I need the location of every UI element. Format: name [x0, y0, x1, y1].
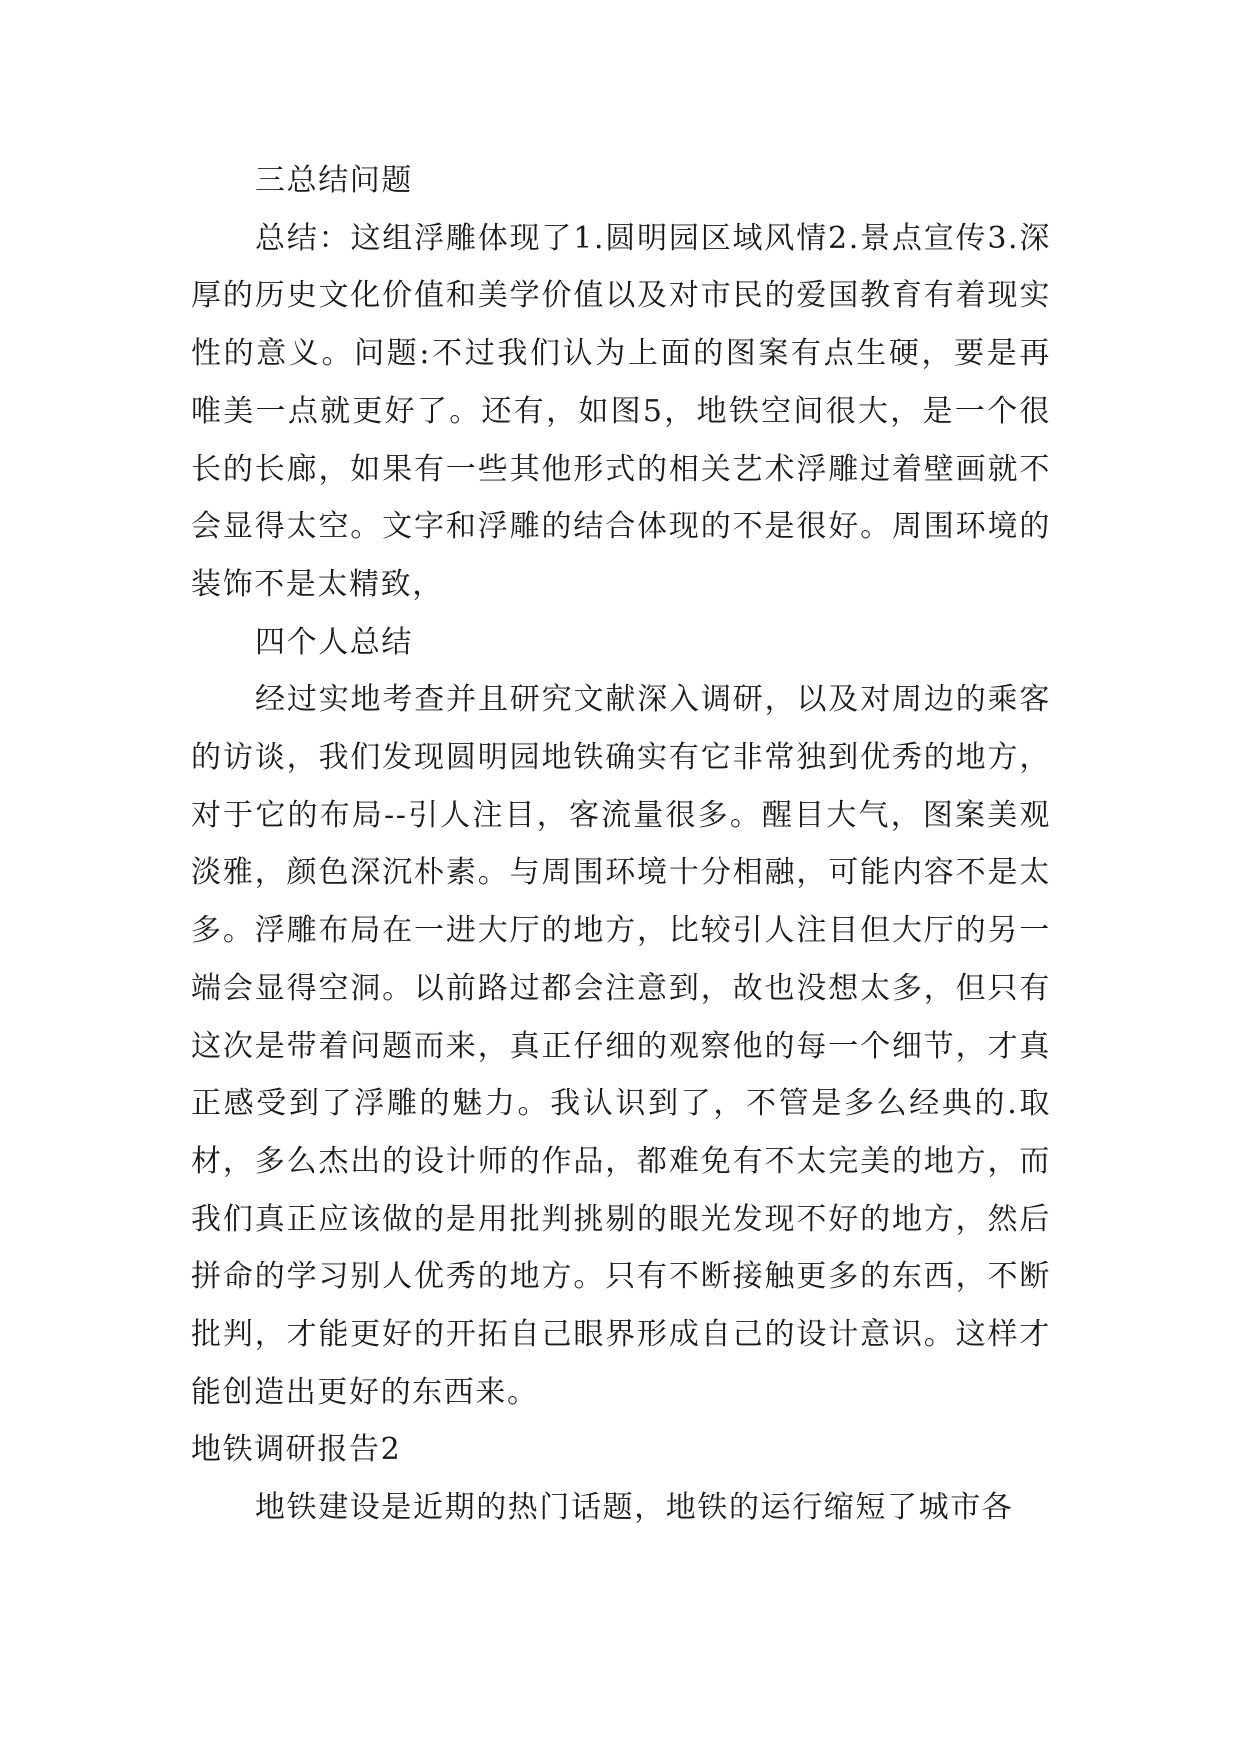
report-2-title: 地铁调研报告2 [191, 1432, 402, 1468]
summary-paragraph: 总结：这组浮雕体现了1.圆明园区域风情2.景点宣传3.深厚的历史文化价值和美学价值以及对市民的爱国教育有着现实性的意义。问题:不过我们认为上面的图案有点生硬，要是再唯美一点就更好了。还有，如图5，地铁空间很大，是一个很长的长廊，如果有一些其他形式的相关艺术浮雕过着壁画就不会显得太空。文字和浮雕的结合体现的不是很好。周围环境的装饰不是太精致， [191, 220, 1051, 602]
document-body [191, 152, 1051, 1537]
personal-summary-paragraph: 经过实地考查并且研究文献深入调研，以及对周边的乘客的访谈，我们发现圆明园地铁确实有它非常独到优秀的地方，对于它的布局--引人注目，客流量很多。醒目大气，图案美观淡雅，颜色深沉朴素。与周围环境十分相融，可能内容不是太多。浮雕布局在一进大厅的地方，比较引人注目但大厅的另一端会显得空洞。以前路过都会注意到，故也没想太多，但只有这次是带着问题而来，真正仔细的观察他的每一个细节，才真正感受到了浮雕的魅力。我认识到了，不管是多么经典的.取材，多么杰出的设计师的作品，都难免有不太完美的地方，而我们真正应该做的是用批判挑剔的眼光发现不好的地方，然后拼命的学习别人优秀的地方。只有不断接触更多的东西，不断批判，才能更好的开拓自己眼界形成自己的设计意识。这样才能创造出更好的东西来。 [191, 682, 1051, 1410]
section-heading-personal-summary: 四个人总结 [255, 624, 413, 660]
report-2-intro-paragraph: 地铁建设是近期的热门话题，地铁的运行缩短了城市各 [255, 1490, 1014, 1526]
section-heading-summary-problems: 三总结问题 [255, 163, 413, 198]
